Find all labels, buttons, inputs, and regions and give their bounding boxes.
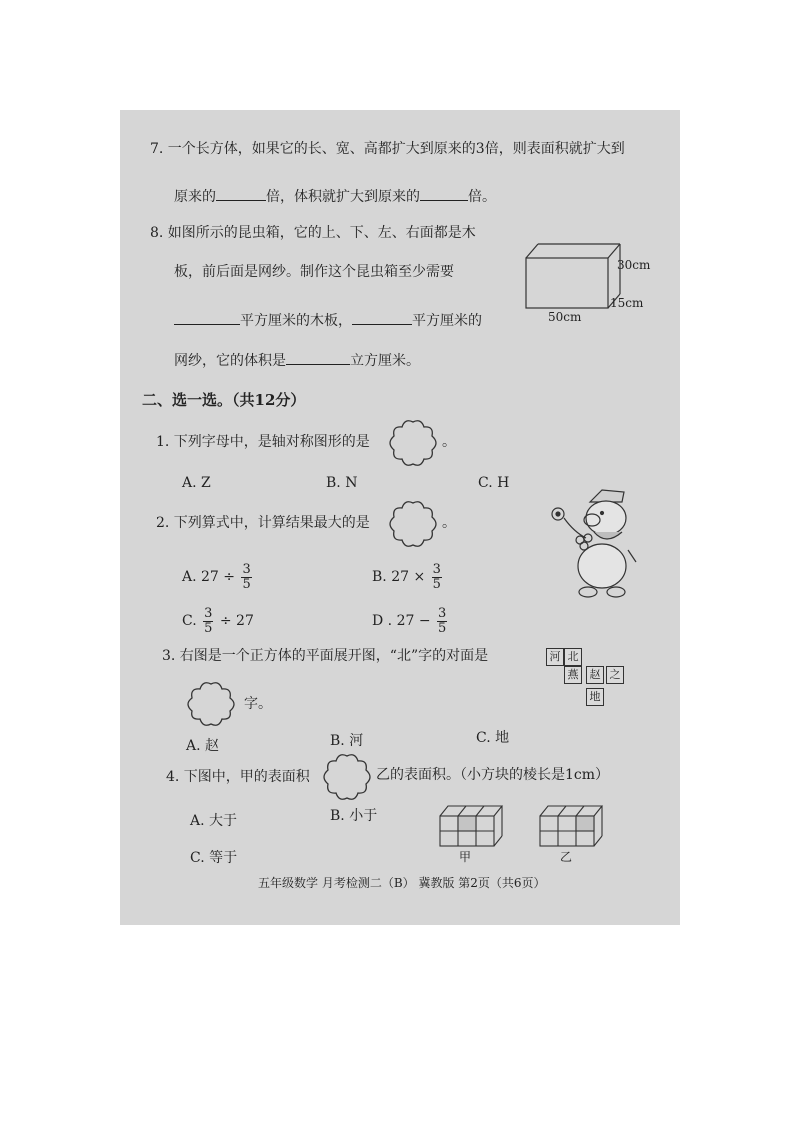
section-2-title: 二、选一选。（共12分） (142, 391, 306, 409)
c2-a-left: 27 ÷ (201, 569, 236, 585)
frac-numerator: 3 (242, 561, 251, 577)
c4-option-b: B. 小于 (330, 808, 378, 824)
c2-c-label: C. (182, 613, 197, 629)
net-cell: 燕 (564, 666, 582, 684)
frac-denominator: 5 (432, 576, 441, 592)
label-jia: 甲 (459, 850, 472, 864)
c2-option-b (372, 560, 444, 594)
c2-option-d (372, 604, 449, 638)
c1-end: 。 (442, 434, 456, 450)
c2-b-fraction (432, 563, 442, 592)
net-cell: 赵 (586, 666, 604, 684)
net-cell: 河 (546, 648, 564, 666)
c1-option-a: A. Z (182, 475, 211, 491)
c3-end: 字。 (244, 696, 272, 712)
label-yi: 乙 (560, 850, 573, 864)
c2-answer-cloud-icon (388, 499, 438, 549)
frac-numerator: 3 (438, 605, 447, 621)
q8-line2: 板，前后面是网纱。制作这个昆虫箱至少需要 (174, 264, 454, 280)
frac-denominator: 5 (438, 620, 447, 636)
c3-stem: 3. 右图是一个正方体的平面展开图，“北”字的对面是 (162, 648, 489, 664)
c2-d-fraction (437, 607, 447, 636)
q7-line2 (174, 186, 496, 206)
c4-stem-a: 4. 下图中，甲的表面积 (166, 769, 310, 785)
c2-b-label: B. (372, 569, 387, 585)
q8-text-c: 平方厘米的 (412, 313, 482, 329)
q8-blank-1 (174, 310, 240, 325)
c3-option-c: C. 地 (476, 730, 510, 746)
q7-blank-2 (420, 186, 468, 201)
c3-option-b: B. 河 (330, 733, 364, 749)
cuboid-diagram (520, 230, 670, 325)
q8-blank-2 (352, 310, 412, 325)
c2-a-label: A. (182, 569, 197, 585)
c2-option-a (182, 560, 254, 594)
q8-text-a: 网纱，它的体积是 (174, 353, 286, 369)
net-cell: 北 (564, 648, 582, 666)
c2-stem: 2. 下列算式中，计算结果最大的是 (156, 515, 370, 531)
c2-a-fraction (241, 563, 251, 592)
c2-d-label: D . (372, 613, 393, 629)
cartoon-bear-illustration-icon (544, 488, 644, 603)
c3-answer-cloud-icon (186, 680, 236, 728)
c2-option-c (182, 604, 254, 638)
cube-stack-yi (538, 800, 604, 850)
c2-b-left: 27 × (391, 569, 426, 585)
cuboid-length-label: 50cm (548, 310, 582, 324)
c2-end: 。 (442, 515, 456, 531)
c4-option-a: A. 大于 (190, 813, 238, 829)
q7-text-b: 倍，体积就扩大到原来的 (266, 189, 420, 205)
cuboid-height-label: 30cm (617, 258, 651, 272)
c1-answer-cloud-icon (388, 418, 438, 468)
exam-page (120, 110, 680, 925)
cuboid-width-label: 15cm (610, 296, 644, 310)
c1-option-b: B. N (326, 475, 358, 491)
q8-line3 (174, 310, 482, 330)
frac-denominator: 5 (204, 620, 213, 636)
q8-line1: 8. 如图所示的昆虫箱，它的上、下、左、右面都是木 (150, 225, 476, 241)
frac-numerator: 3 (432, 561, 441, 577)
q8-text-d: 立方厘米。 (350, 353, 420, 369)
net-cell: 之 (606, 666, 624, 684)
c4-option-c: C. 等于 (190, 850, 238, 866)
frac-numerator: 3 (204, 605, 213, 621)
q7-text-c: 倍。 (468, 189, 496, 205)
q8-line4 (174, 350, 420, 370)
c1-stem: 1. 下列字母中，是轴对称图形的是 (156, 434, 370, 450)
q7-text-a: 原来的 (174, 189, 216, 205)
cube-stack-jia (438, 800, 504, 850)
q8-text-b: 平方厘米的木板， (240, 313, 352, 329)
frac-denominator: 5 (242, 576, 251, 592)
q7-line1: 7. 一个长方体，如果它的长、宽、高都扩大到原来的3倍，则表面积就扩大到 (150, 141, 625, 157)
net-cell: 地 (586, 688, 604, 706)
page-footer: 五年级数学 月考检测二（B） 冀教版 第2页（共6页） (258, 876, 546, 890)
c2-d-left: 27 − (396, 613, 431, 629)
c2-c-fraction (203, 607, 213, 636)
c1-option-c: C. H (478, 475, 510, 491)
c2-c-right: ÷ 27 (219, 613, 254, 629)
c3-option-a: A. 赵 (186, 738, 220, 754)
q7-blank-1 (216, 186, 266, 201)
c4-stem-b: 乙的表面积。（小方块的棱长是1cm） (376, 767, 610, 783)
q8-blank-3 (286, 350, 350, 365)
c4-answer-cloud-icon (322, 752, 372, 802)
